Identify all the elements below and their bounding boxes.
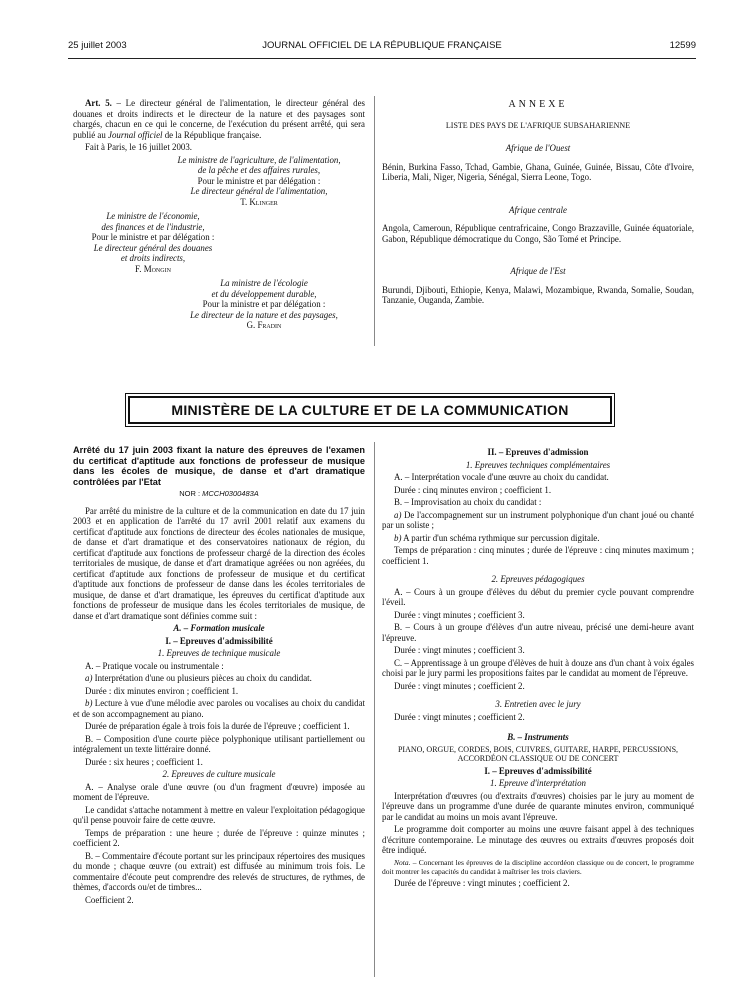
nota: Nota. – Concernant les épreuves de la discipline accordéon classique ou de concert, le programme doit montrer les capacités du candidat à maîtriser les trois claviers. bbox=[382, 857, 694, 876]
item-vocal-interpretation: A. – Interprétation vocale d'une œuvre au choix du candidat. bbox=[394, 472, 609, 482]
item-course-b-duration: Durée : vingt minutes ; coefficient 3. bbox=[394, 645, 525, 655]
region-central-title: Afrique centrale bbox=[509, 204, 567, 215]
region-west-countries: Bénin, Burkina Fasso, Tchad, Gambie, Ghana, Guinée, Guinée, Bissau, Côte d'Ivoire, Liberia, Mali, Niger, Nigeria, Sénégal, Sierra Leone, Togo. bbox=[382, 161, 694, 182]
section-a-title: A. – Formation musicale bbox=[173, 623, 265, 633]
signature-economie: Le ministre de l'économie, des finances et de l'industrie, Pour le ministre et par délégation : Le directeur général des douanes et droits indirects, F. Mongin bbox=[91, 211, 215, 274]
journal-title: JOURNAL OFFICIEL DE LA RÉPUBLIQUE FRANÇAISE bbox=[262, 40, 502, 51]
item-improvisation-a: a) De l'accompagnement sur un instrument polyphonique d'un chant joué ou chanté par un soliste ; bbox=[382, 509, 694, 530]
item-a-vocal: A. – Pratique vocale ou instrumentale : bbox=[85, 660, 224, 671]
page-header bbox=[68, 40, 696, 58]
item-improvisation-b: b) A partir d'un schéma rythmique sur percussion digitale. bbox=[394, 532, 600, 543]
decree-left-column bbox=[73, 445, 365, 907]
column-divider-top bbox=[374, 96, 375, 346]
header-rule bbox=[68, 58, 696, 59]
item-improvisation-duration: Temps de préparation : cinq minutes ; durée de l'épreuve : cinq minutes maximum ; coefficient 1. bbox=[382, 545, 694, 566]
item-course-a-duration: Durée : vingt minutes ; coefficient 3. bbox=[394, 609, 525, 620]
item-analysis: A. – Analyse orale d'une œuvre (ou d'un fragment d'œuvre) imposée au moment de l'épreuve. bbox=[73, 781, 365, 802]
item-interpretation: Interprétation d'œuvres (ou d'extraits d'œuvres) choisies par le jury au moment de l'épreuve dans un programme d'une durée de quarante minutes environ, communiqué par le candidat au moins un mois avant l'épreuve. bbox=[382, 790, 694, 822]
annexe-column bbox=[382, 100, 694, 308]
item-commentary: B. – Commentaire d'écoute portant sur les principaux répertoires des musiques du monde ; chaque œuvre (ou extrait) est diffusée au minimum trois fois. Le commentaire d'écoute peut comprendre des relevés de structures, de rythmes, de thèmes, d'accords ou/et de timbres... bbox=[73, 850, 365, 892]
section-instruments-admissibility: I. – Epreuves d'admissibilité bbox=[484, 765, 592, 776]
region-west-title: Afrique de l'Ouest bbox=[505, 143, 571, 153]
decree-intro: Par arrêté du ministre de la culture et de la communication en date du 17 juin 2003 et en application de l'arrêté du 17 avril 2001 relatif aux examens du certificat d'aptitude aux fonctions de directeur des écoles nationales de musique, de danse et d'art dramatique et des conservatoires nationaux de région, du certificat d'aptitude aux fonctions de professeur chargé de la direction des écoles territoriales de musique, de danse et d'art dramatique agréées ou non agréées, du certificat d'aptitude aux fonctions de professeur de musique et du certificat d'aptitude aux fonctions de professeur de danse dans les écoles territoriales de musique, de danse et d'art dramatique, les épreuves du certificat d'aptitude aux fonctions de professeur de musique dans les écoles territoriales de musique, de danse et d'art dramatique sont définies comme suit : bbox=[73, 505, 365, 621]
decree-right-column bbox=[382, 447, 694, 890]
item-course-c: C. – Apprentissage à un groupe d'élèves de huit à douze ans d'un chant à voix égales choisi par le jury parmi les propositions faites par le candidat au moment de l'épreuve. bbox=[382, 657, 694, 678]
instruments-list: PIANO, ORGUE, CORDES, BOIS, CUIVRES, GUITARE, HARPE, PERCUSSIONS, ACCORDÉON CLASSIQUE OU DE CONCERT bbox=[397, 744, 679, 763]
section-complementary: 1. Epreuves techniques complémentaires bbox=[465, 459, 611, 470]
item-course-c-duration: Durée : vingt minutes ; coefficient 2. bbox=[394, 680, 525, 691]
ministry-banner: MINISTÈRE DE LA CULTURE ET DE LA COMMUNICATION bbox=[128, 396, 612, 424]
signature-ecologie: La ministre de l'écologie et du développement durable, Pour la ministre et par délégation : Le directeur de la nature et des paysages, G. Fradin bbox=[190, 278, 338, 330]
item-improvisation: B. – Improvisation au choix du candidat : bbox=[394, 497, 542, 507]
article-5-column bbox=[73, 98, 365, 331]
item-composition-duration: Durée : six heures ; coefficient 1. bbox=[85, 756, 203, 767]
issue-date: 25 juillet 2003 bbox=[68, 40, 127, 51]
item-a-duration: Durée : dix minutes environ ; coefficient 1. bbox=[85, 685, 239, 696]
section-a-admissibility: I. – Epreuves d'admissibilité bbox=[165, 635, 273, 646]
item-course-b: B. – Cours à un groupe d'élèves d'un autre niveau, précisé une demi-heure avant l'épreuve. bbox=[382, 622, 694, 643]
section-a-technique: 1. Epreuves de technique musicale bbox=[157, 648, 281, 658]
region-central-countries: Angola, Cameroun, République centrafricaine, Congo Brazzaville, Guinée équatoriale, Gabon, République démocratique du Congo, São Tomé et Principe. bbox=[382, 223, 694, 244]
item-a-interpretation: a) Interprétation d'une ou plusieurs pièces au choix du candidat. bbox=[85, 673, 312, 683]
nor-reference: NOR : MCCH0300483A bbox=[179, 489, 259, 498]
item-b-lecture: b) Lecture à vue d'une mélodie avec paroles ou vocalises au choix du candidat et de son accompagnement au piano. bbox=[73, 698, 365, 719]
page-number: 12599 bbox=[669, 40, 696, 51]
signature-agriculture: Le ministre de l'agriculture, de l'alimentation, de la pêche et des affaires rurales, Pour le ministre et par délégation : Le directeur général de l'alimentation, T. Klinger bbox=[177, 154, 341, 207]
section-admission: II. – Epreuves d'admission bbox=[487, 447, 589, 457]
item-analysis-duration: Temps de préparation : une heure ; durée de l'épreuve : quinze minutes ; coefficient 2. bbox=[73, 827, 365, 848]
item-interview-duration: Durée : vingt minutes ; coefficient 2. bbox=[394, 711, 525, 722]
column-divider-bottom bbox=[374, 442, 375, 977]
article-5: Art. 5. – Le directeur général de l'alimentation, le directeur général des douanes et droits indirects et le directeur de la nature et des paysages sont chargés, chacun en ce qui le concerne, de l'exécution du présent arrêté, qui sera publié au Journal officiel de la République française. bbox=[73, 98, 365, 140]
fait-a-paris: Fait à Paris, le 16 juillet 2003. bbox=[85, 142, 192, 152]
item-composition: B. – Composition d'une courte pièce polyphonique utilisant partiellement ou intégralement un texte littéraire donné. bbox=[73, 733, 365, 754]
section-interpretation: 1. Epreuve d'interprétation bbox=[490, 778, 586, 788]
section-a-culture: 2. Epreuves de culture musicale bbox=[162, 769, 276, 779]
section-pedagogical: 2. Epreuves pédagogiques bbox=[491, 574, 585, 584]
section-instruments: B. – Instruments bbox=[507, 732, 569, 742]
item-vocal-duration: Durée : cinq minutes environ ; coefficient 1. bbox=[394, 484, 552, 495]
annexe-subtitle: LISTE DES PAYS DE L'AFRIQUE SUBSAHARIENNE bbox=[445, 120, 631, 130]
item-interpretation-duration: Durée de l'épreuve : vingt minutes ; coefficient 2. bbox=[394, 877, 570, 888]
item-analysis-detail: Le candidat s'attache notamment à mettre en valeur l'exploitation pédagogique qu'il pense pouvoir faire de cette œuvre. bbox=[73, 804, 365, 825]
item-b-duration: Durée de préparation égale à trois fois la durée de l'épreuve ; coefficient 1. bbox=[85, 721, 350, 731]
region-east-countries: Burundi, Djibouti, Ethiopie, Kenya, Malawi, Mozambique, Rwanda, Somalie, Soudan, Tanzanie, Ouganda, Zambie. bbox=[382, 284, 694, 305]
decree-title: Arrêté du 17 juin 2003 fixant la nature des épreuves de l'examen du certificat d'aptitude aux fonctions de professeur de musique dans les écoles de musique, de danse et d'art dramatique contrôlées par l'Etat bbox=[73, 445, 365, 487]
section-interview: 3. Entretien avec le jury bbox=[495, 699, 581, 709]
annexe-title: ANNEXE bbox=[508, 99, 568, 110]
item-programme: Le programme doit comporter au moins une œuvre faisant appel à des techniques d'écriture contemporaine. Le minutage des œuvres ou extraits d'œuvres proposés doit être indiqué. bbox=[382, 824, 694, 855]
region-east-title: Afrique de l'Est bbox=[510, 266, 566, 276]
item-course-a: A. – Cours à un groupe d'élèves du début du premier cycle pouvant comprendre l'éveil. bbox=[382, 586, 694, 607]
item-commentary-coefficient: Coefficient 2. bbox=[85, 894, 134, 905]
